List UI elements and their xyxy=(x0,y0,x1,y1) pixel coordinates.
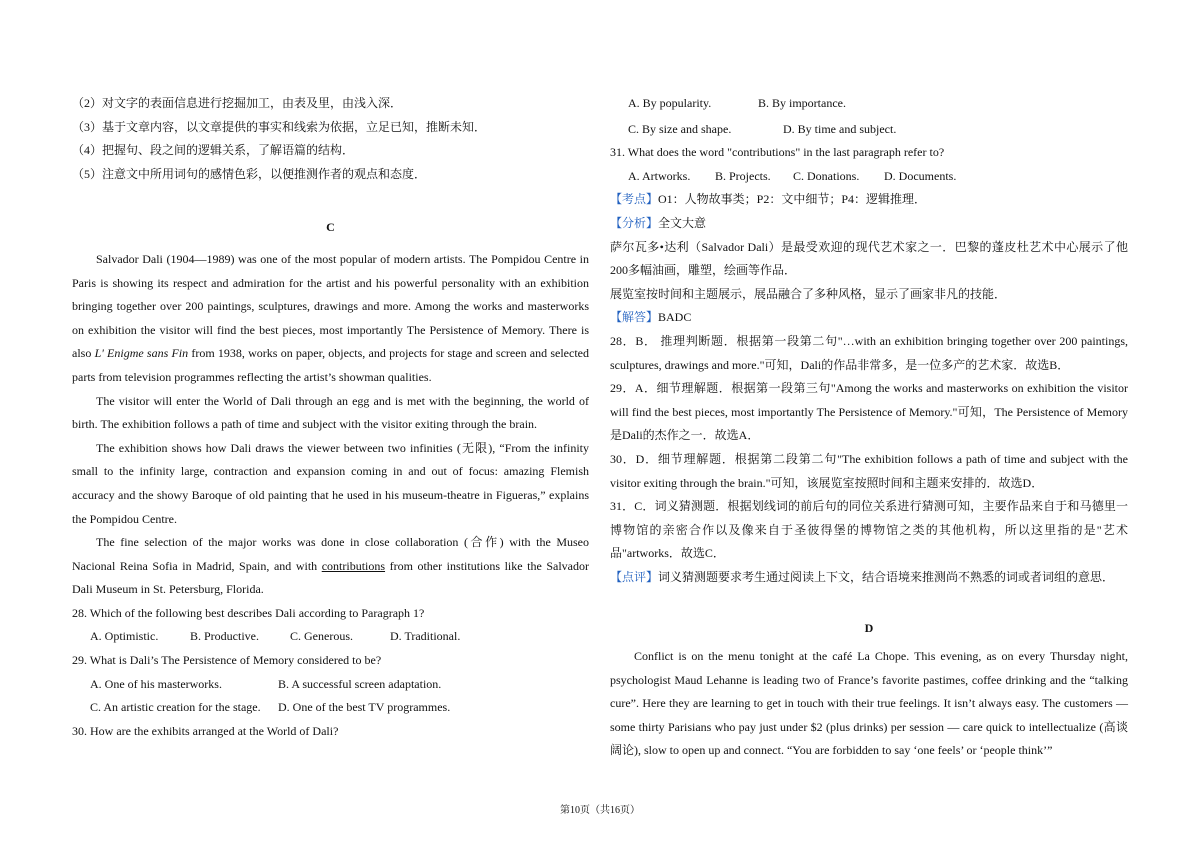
passage-c-paragraph-1 xyxy=(72,248,589,390)
section-title-d: D xyxy=(864,621,874,636)
question-31-options xyxy=(610,165,1128,189)
q28-option-a: A. Optimistic. xyxy=(90,629,159,644)
q30-option-a: A. By popularity. xyxy=(628,96,712,110)
answer-28: 28．B． 推理判断题．根据第一段第二句"…with an exhibition bringing together over 200 paintings, sculptures, drawings and more."可知，Dali的作品非常多，是一位多产的艺术家．故选B． xyxy=(610,333,1128,372)
dianping-text: 词义猜测题要求考生通过阅读上下文，结合语境来推测尚不熟悉的词或者词组的意思． xyxy=(658,569,1115,584)
q30-option-d: D. By time and subject. xyxy=(783,121,897,136)
question-28: 28. Which of the following best describes Dali according to Paragraph 1? xyxy=(72,605,425,620)
jieda-text: BADC xyxy=(658,310,692,325)
jieda-line xyxy=(610,306,1128,330)
q29-option-a: A. One of his masterworks. xyxy=(90,676,222,691)
tip-4: （4）把握句、段之间的逻辑关系，了解语篇的结构． xyxy=(72,143,355,158)
p1-text-b: from 1938, works on paper, objects, and projects for stage and screen and selected parts from television programmes reflecting the artist’s showman qualities. xyxy=(72,346,589,384)
p1-italic-title: L' Enigme sans Fin xyxy=(94,346,189,361)
underlined-word: contributions xyxy=(321,558,386,573)
q28-option-d: D. Traditional. xyxy=(390,629,461,644)
q28-option-b: B. Productive. xyxy=(190,629,259,644)
q31-option-c: C. Donations. xyxy=(793,168,860,183)
q31-option-d: D. Documents. xyxy=(884,168,957,183)
passage-c-paragraph-4 xyxy=(72,531,589,602)
q31-option-b: B. Projects. xyxy=(715,168,771,183)
jieda-tag: 【解答】 xyxy=(610,310,659,325)
dianping-line xyxy=(610,566,1128,590)
tip-2: （2）对文字的表面信息进行挖掘加工，由表及里，由浅入深． xyxy=(72,96,403,110)
kaodian-line xyxy=(610,188,1128,212)
q29-option-c: C. An artistic creation for the stage. xyxy=(90,700,261,715)
q28-option-c: C. Generous. xyxy=(290,629,353,644)
passage-c-paragraph-3: The exhibition shows how Dali draws the viewer between two infinities (无限), “From the infinity small to the infinity large, contraction and expansion coming in and out of focus: amazing Flemish accuracy and the showy Baroque of old painting that he used in his museum-theatre in Figueras,” explains the Pompidou Centre. xyxy=(72,440,589,526)
p4-text-b: from other institutions like the Salvador Dali Museum in St. Petersburg, Florida. xyxy=(72,558,589,597)
summary-1: 萨尔瓦多•达利（Salvador Dali）是最受欢迎的现代艺术家之一．巴黎的蓬皮杜艺术中心展示了他200多幅油画，雕塑，绘画等作品． xyxy=(610,239,1128,278)
q30-option-b: B. By importance. xyxy=(758,96,846,110)
question-30-options-ab xyxy=(610,92,1128,116)
left-column xyxy=(72,92,589,743)
question-30-options-cd xyxy=(610,118,1128,142)
question-28-options xyxy=(72,625,589,649)
answer-30: 30．D．细节理解题．根据第二段第二句"The exhibition follows a path of time and subject with the visitor exiting through the brain."可知，该展览室按照时间和主题来安排的．故选D． xyxy=(610,451,1128,490)
answer-31: 31．C．词义猜测题．根据划线词的前后句的同位关系进行猜测可知，主要作品来自于和马德里一博物馆的亲密合作以及像来自于圣彼得堡的博物馆之类的其他机构，所以这里指的是"艺术品"artworks．故选C． xyxy=(610,499,1128,561)
right-column xyxy=(610,92,1128,763)
fenxi-text: 全文大意 xyxy=(658,215,707,230)
answer-29: 29．A．细节理解题．根据第一段第三句"Among the works and masterworks on exhibition the visitor will find the best pieces, most importantly The Persistence of Memory."可知，The Persistence of Memory是Dali的杰作之一．故选A． xyxy=(610,381,1128,443)
tip-3: （3）基于文章内容，以文章提供的事实和线索为依据，立足已知，推断未知． xyxy=(72,119,487,134)
fenxi-line xyxy=(610,212,1128,236)
section-title-c: C xyxy=(326,220,335,235)
kaodian-tag: 【考点】 xyxy=(610,192,659,207)
q29-option-d: D. One of the best TV programmes. xyxy=(278,700,451,715)
q31-option-a: A. Artworks. xyxy=(628,168,691,183)
p4-text-a: The fine selection of the major works was done in close collaboration (合作) with the Museo Nacional Reina Sofia in Madrid, Spain, and with xyxy=(72,535,589,573)
summary-2: 展览室按时间和主题展示，展品融合了多种风格，显示了画家非凡的技能． xyxy=(610,286,1007,301)
passage-c-paragraph-2: The visitor will enter the World of Dali through an egg and is met with the beginning, the world of birth. The exhibition follows a path of time and subject with the visitor exiting through the brain. xyxy=(72,393,589,432)
page-footer: 第10页（共16页） xyxy=(560,805,640,816)
tip-5: （5）注意文中所用词句的感情色彩，以便推测作者的观点和态度． xyxy=(72,166,427,181)
question-30: 30. How are the exhibits arranged at the World of Dali? xyxy=(72,723,339,738)
question-29-options-ab xyxy=(72,673,589,697)
question-31: 31. What does the word "contributions" in the last paragraph refer to? xyxy=(610,145,945,160)
question-29-options-cd xyxy=(72,696,589,720)
q29-option-b: B. A successful screen adaptation. xyxy=(278,676,442,691)
dianping-tag: 【点评】 xyxy=(610,569,659,584)
q30-option-c: C. By size and shape. xyxy=(628,121,732,136)
kaodian-text: O1：人物故事类；P2：文中细节；P4：逻辑推理． xyxy=(658,192,927,207)
fenxi-tag: 【分析】 xyxy=(610,215,659,230)
question-29: 29. What is Dali’s The Persistence of Memory considered to be? xyxy=(72,653,382,668)
p1-text-a: Salvador Dali (1904—1989) was one of the most popular of modern artists. The Pompidou Centre in Paris is showing its respect and admiration for the artist and his powerful personality with an exhibition bringing together over 200 paintings, sculptures, drawings and more. Among the works and masterworks on exhibition the visitor will find the best pieces, most importantly The Persistence of Memory. There is also xyxy=(72,251,589,361)
passage-d-paragraph-1: Conflict is on the menu tonight at the café La Chope. This evening, as on every Thursday night, psychologist Maud Lehanne is leading two of France’s favorite pastimes, coffee drinking and the “talking cure”. Here they are learning to get in touch with their true feelings. It isn’t always easy. The customers — some thirty Parisians who pay just under $2 (plus drinks) per session — care quick to intellectualize (高谈阔论), slow to open up and connect. “You are forbidden to say ‘one feels’ or ‘people think’” xyxy=(610,649,1128,758)
